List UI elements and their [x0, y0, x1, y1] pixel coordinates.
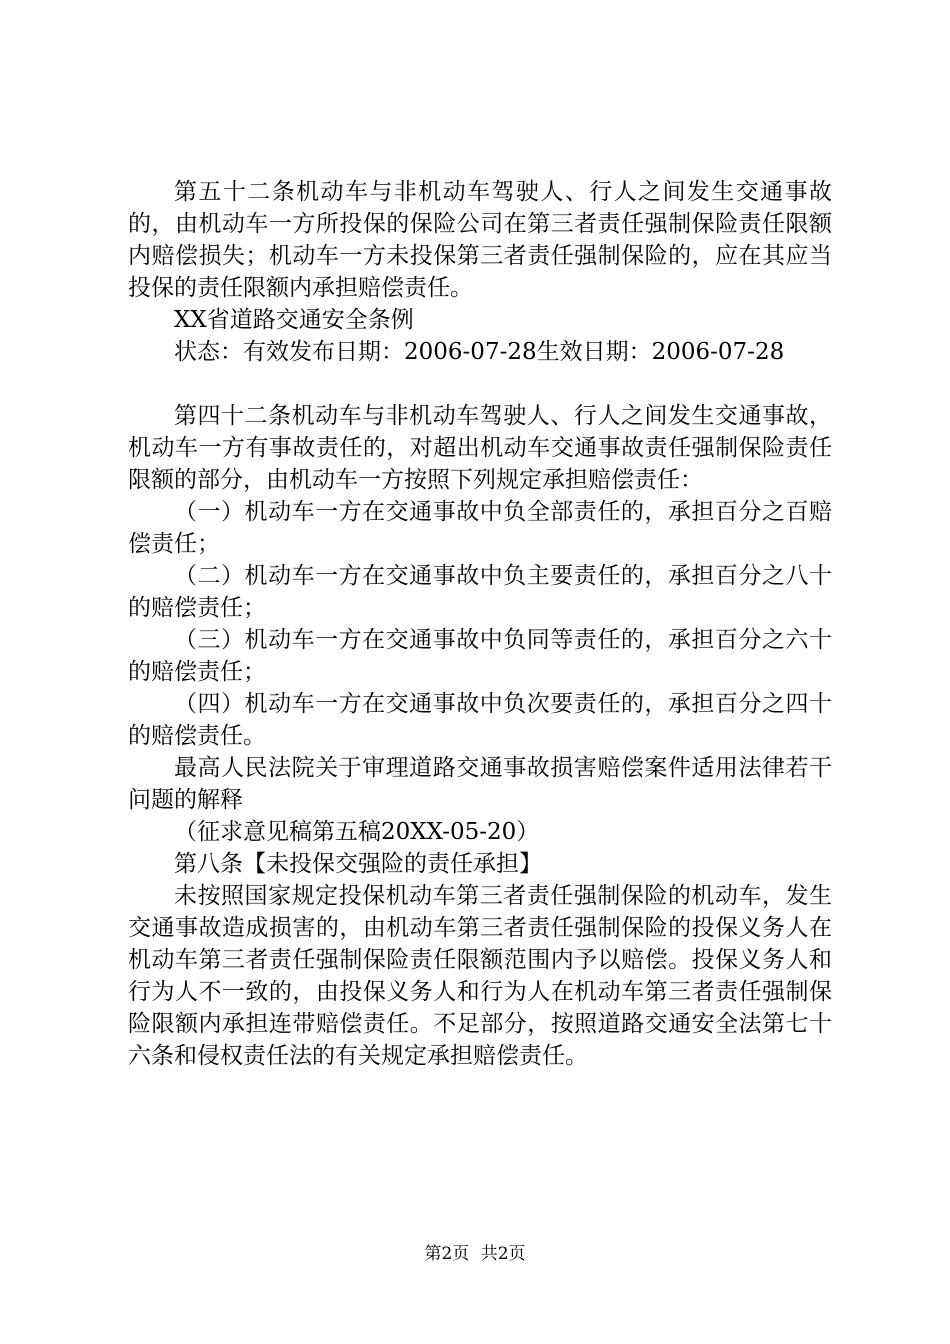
- blank-line: [128, 368, 832, 400]
- list-item-4: （四）机动车一方在交通事故中负次要责任的，承担百分之四十的赔偿责任。: [128, 691, 832, 749]
- page-number: 第2页: [424, 1244, 470, 1264]
- status-line: 状态：有效发布日期：2006-07-28生效日期：2006-07-28: [174, 339, 785, 365]
- page-footer: [0, 1244, 950, 1264]
- interpretation-title: 最高人民法院关于审理道路交通事故损害赔偿案件适用法律若干问题的解释: [128, 755, 832, 813]
- list-item-3: （三）机动车一方在交通事故中负同等责任的，承担百分之六十的赔偿责任；: [128, 627, 832, 685]
- paragraph-article-8: 未按照国家规定投保机动车第三者责任强制保险的机动车，发生交通事故造成损害的，由机动车第三者责任强制保险的投保义务人在机动车第三者责任强制保险责任限额范围内予以赔偿。投保义务人和行为人不一致的，由投保义务人和行为人在机动车第三者责任强制保险限额内承担连带赔偿责任。不足部分，按照道路交通安全法第七十六条和侵权责任法的有关规定承担赔偿责任。: [128, 883, 832, 1069]
- document-body: [128, 176, 832, 1072]
- list-item-2: （二）机动车一方在交通事故中负主要责任的，承担百分之八十的赔偿责任；: [128, 563, 832, 621]
- page-total: 共2页: [480, 1244, 526, 1264]
- list-item-1: （一）机动车一方在交通事故中负全部责任的，承担百分之百赔偿责任；: [128, 499, 832, 557]
- paragraph-article-42: 第四十二条机动车与非机动车驾驶人、行人之间发生交通事故，机动车一方有事故责任的，对超出机动车交通事故责任强制保险责任限额的部分，由机动车一方按照下列规定承担赔偿责任：: [128, 403, 832, 493]
- paragraph-article-52: 第五十二条机动车与非机动车驾驶人、行人之间发生交通事故的，由机动车一方所投保的保险公司在第三者责任强制保险责任限额内赔偿损失；机动车一方未投保第三者责任强制保险的，应在其应当投保的责任限额内承担赔偿责任。: [128, 179, 832, 301]
- regulation-title: XX省道路交通安全条例: [174, 307, 414, 333]
- draft-note: （征求意见稿第五稿20XX-05-20）: [174, 819, 540, 845]
- article-8-heading: 第八条【未投保交强险的责任承担】: [174, 851, 542, 877]
